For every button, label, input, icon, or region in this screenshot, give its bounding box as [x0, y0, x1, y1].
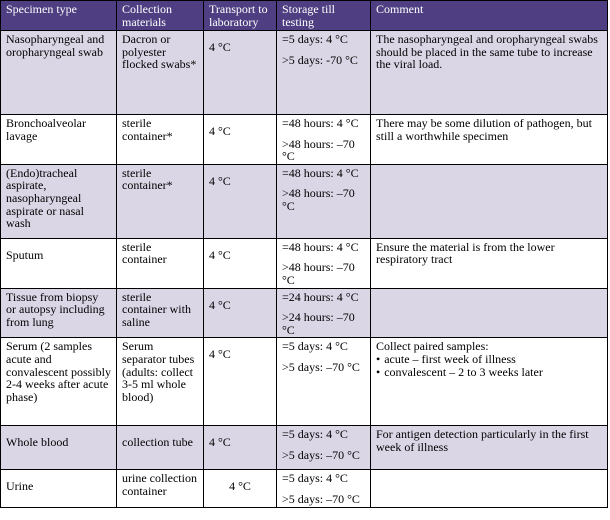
- storage-cell: [277, 164, 371, 238]
- comment-cell: The nasopharyngeal and oropharyngeal swabs should be placed in the same tube to increase the viral load.: [371, 31, 608, 115]
- collection-cell: sterile container*: [117, 115, 204, 165]
- collection-cell: collection tube: [117, 426, 204, 470]
- storage-short-term: =5 days: 4 °C: [282, 32, 348, 46]
- table-row: [1, 164, 608, 238]
- table-row: [1, 470, 608, 508]
- header-collection-materials: Collection materials: [117, 1, 204, 31]
- list-item: • convalescent – 2 to 3 weeks later: [376, 366, 602, 379]
- specimen-type-cell: Whole blood: [1, 426, 117, 470]
- comment-cell: [371, 338, 608, 426]
- comment-bullet-list: [376, 353, 602, 378]
- specimen-type-cell: Serum (2 samples acute and convalescent possibly 2-4 weeks after acute phase): [1, 338, 117, 426]
- comment-cell: [371, 288, 608, 338]
- specimen-type-cell: Sputum: [1, 238, 117, 288]
- header-storage: Storage till testing: [277, 1, 371, 31]
- comment-cell: Ensure the material is from the lower respiratory tract: [371, 238, 608, 288]
- transport-cell: 4 °C: [204, 115, 277, 165]
- comment-intro: Collect paired samples:: [376, 339, 489, 354]
- specimen-type-cell: Tissue from biopsy or autopsy including from lung: [1, 288, 117, 338]
- storage-long-term: >48 hours: –70 °C: [282, 260, 355, 287]
- storage-short-term: =48 hours: 4 °C: [282, 116, 359, 130]
- table-row: [1, 31, 608, 115]
- table-row: [1, 426, 608, 470]
- transport-cell: 4 °C: [204, 426, 277, 470]
- storage-long-term: >5 days: –70 °C: [282, 491, 360, 506]
- storage-long-term: >24 hours: –70 °C: [282, 310, 355, 337]
- storage-long-term: >5 days: –70 °C: [282, 359, 360, 374]
- header-row: [1, 1, 608, 31]
- transport-cell: 4 °C: [204, 164, 277, 238]
- header-specimen-type: Specimen type: [1, 1, 117, 31]
- comment-cell: [371, 470, 608, 508]
- table-row: [1, 238, 608, 288]
- storage-long-term: >48 hours: –70 °C: [282, 136, 355, 164]
- storage-short-term: =5 days: 4 °C: [282, 339, 348, 354]
- transport-cell: 4 °C: [204, 288, 277, 338]
- collection-cell: sterile container with saline: [117, 288, 204, 338]
- storage-cell: [277, 238, 371, 288]
- storage-short-term: =48 hours: 4 °C: [282, 239, 359, 254]
- table-row: [1, 115, 608, 165]
- collection-cell: Dacron or polyester flocked swabs*: [117, 31, 204, 115]
- storage-cell: [277, 470, 371, 508]
- list-item: • acute – first week of illness: [376, 353, 602, 366]
- transport-cell: 4 °C: [204, 470, 277, 508]
- header-transport: Transport to laboratory: [204, 1, 277, 31]
- collection-cell: urine collection container: [117, 470, 204, 508]
- specimen-type-cell: Nasopharyngeal and oropharyngeal swab: [1, 31, 117, 115]
- transport-cell: 4 °C: [204, 338, 277, 426]
- storage-cell: [277, 115, 371, 165]
- storage-cell: [277, 338, 371, 426]
- storage-long-term: >48 hours: –70 °C: [282, 186, 355, 213]
- storage-cell: [277, 426, 371, 470]
- transport-cell: 4 °C: [204, 238, 277, 288]
- specimen-type-cell: Urine: [1, 470, 117, 508]
- collection-cell: Serum separator tubes (adults: collect 3-5 ml whole blood): [117, 338, 204, 426]
- comment-cell: For antigen detection particularly in the first week of illness: [371, 426, 608, 470]
- comment-cell: There may be some dilution of pathogen, but still a worthwhile specimen: [371, 115, 608, 165]
- storage-cell: [277, 31, 371, 115]
- specimen-type-cell: Bronchoalveolar lavage: [1, 115, 117, 165]
- collection-cell: sterile container*: [117, 164, 204, 238]
- comment-cell: [371, 164, 608, 238]
- table-row: [1, 338, 608, 426]
- transport-cell: 4 °C: [204, 31, 277, 115]
- table-row: [1, 288, 608, 338]
- storage-short-term: =5 days: 4 °C: [282, 471, 348, 486]
- collection-cell: sterile container: [117, 238, 204, 288]
- storage-long-term: >5 days: -70 °C: [282, 52, 358, 67]
- storage-long-term: >5 days: –70 °C: [282, 447, 360, 462]
- storage-short-term: =48 hours: 4 °C: [282, 165, 359, 180]
- storage-short-term: =24 hours: 4 °C: [282, 289, 359, 304]
- storage-short-term: =5 days: 4 °C: [282, 427, 348, 442]
- storage-cell: [277, 288, 371, 338]
- specimen-type-cell: (Endo)tracheal aspirate, nasopharyngeal aspirate or nasal wash: [1, 164, 117, 238]
- header-comment: Comment: [371, 1, 608, 31]
